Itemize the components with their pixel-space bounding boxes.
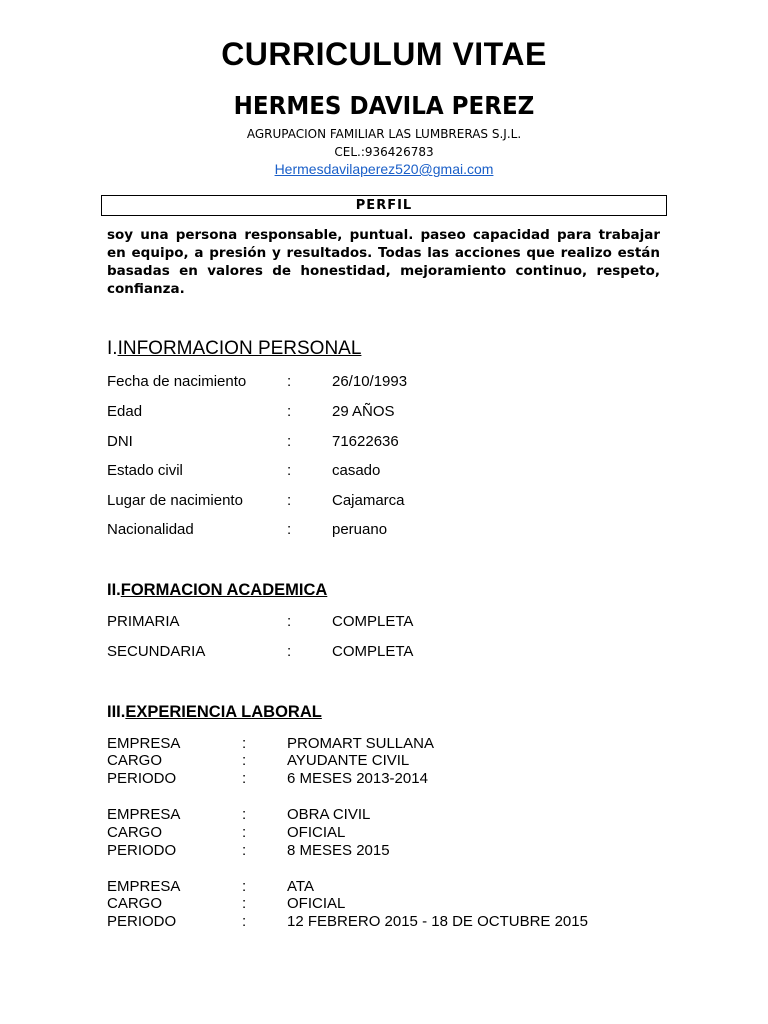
- section-number: I.: [107, 338, 118, 359]
- section-personal-title: [107, 338, 361, 360]
- row-label: PERIODO: [107, 842, 177, 859]
- document-title: CURRICULUM VITAE: [221, 36, 547, 72]
- section-heading: FORMACION ACADEMICA: [120, 581, 328, 599]
- row-separator: :: [242, 735, 247, 752]
- row-separator: :: [287, 462, 292, 479]
- row-separator: :: [242, 770, 247, 787]
- row-value: PROMART SULLANA: [287, 735, 434, 752]
- company-name: AGRUPACION FAMILIAR LAS LUMBRERAS S.J.L.: [246, 127, 522, 141]
- row-label: PRIMARIA: [107, 613, 180, 630]
- row-label: EMPRESA: [107, 806, 181, 823]
- phone-number: CEL.:936426783: [334, 145, 434, 159]
- row-value: Cajamarca: [332, 492, 405, 509]
- section-education-title: [107, 581, 327, 600]
- row-separator: :: [287, 433, 292, 450]
- row-separator: :: [242, 842, 247, 859]
- row-separator: :: [287, 403, 292, 420]
- row-value: 29 AÑOS: [332, 403, 395, 420]
- row-label: Lugar de nacimiento: [107, 492, 243, 509]
- row-separator: :: [242, 895, 247, 912]
- row-label: Fecha de nacimiento: [107, 373, 247, 390]
- row-separator: :: [287, 613, 292, 630]
- row-label: PERIODO: [107, 913, 177, 930]
- row-separator: :: [287, 521, 292, 538]
- row-label: EMPRESA: [107, 735, 181, 752]
- row-separator: :: [242, 824, 247, 841]
- section-number: II.: [107, 581, 121, 599]
- row-label: PERIODO: [107, 770, 177, 787]
- row-label: Nacionalidad: [107, 521, 194, 538]
- row-label: CARGO: [107, 752, 163, 769]
- row-separator: :: [242, 913, 247, 930]
- section-heading: INFORMACION PERSONAL: [117, 338, 362, 359]
- row-separator: :: [287, 373, 292, 390]
- row-value: 71622636: [332, 433, 399, 450]
- row-label: DNI: [107, 433, 133, 450]
- perfil-text: soy una persona responsable, puntual. paseo capacidad para trabajar en equipo, a presión y resultados. Todas las acciones que realizo están basadas en valores de honestidad, mejoramiento continuo, respeto, confianza.: [107, 227, 660, 297]
- row-value: 26/10/1993: [332, 373, 408, 390]
- row-value: OFICIAL: [287, 824, 346, 841]
- row-value: 6 MESES 2013-2014: [287, 770, 428, 787]
- row-value: COMPLETA: [332, 613, 414, 630]
- row-label: EMPRESA: [107, 878, 181, 895]
- row-value: AYUDANTE CIVIL: [287, 752, 410, 769]
- row-value: 12 FEBRERO 2015 - 18 DE OCTUBRE 2015: [287, 913, 588, 930]
- perfil-heading: PERFIL: [101, 195, 667, 216]
- row-value: OFICIAL: [287, 895, 346, 912]
- row-label: SECUNDARIA: [107, 643, 206, 660]
- row-value: casado: [332, 462, 381, 479]
- row-value: peruano: [332, 521, 388, 538]
- section-number: III.: [107, 703, 126, 721]
- email-link[interactable]: Hermesdavilaperez520@gmai.com: [274, 161, 494, 177]
- row-value: ATA: [287, 878, 314, 895]
- row-separator: :: [242, 806, 247, 823]
- row-separator: :: [242, 752, 247, 769]
- row-label: CARGO: [107, 824, 163, 841]
- row-separator: :: [287, 643, 292, 660]
- row-value: OBRA CIVIL: [287, 806, 371, 823]
- row-label: CARGO: [107, 895, 163, 912]
- row-value: 8 MESES 2015: [287, 842, 390, 859]
- section-experience-title: [107, 703, 322, 722]
- row-separator: :: [287, 492, 292, 509]
- candidate-name: HERMES DAVILA PEREZ: [233, 91, 535, 120]
- row-label: Edad: [107, 403, 143, 420]
- section-heading: EXPERIENCIA LABORAL: [125, 703, 322, 721]
- row-value: COMPLETA: [332, 643, 414, 660]
- row-separator: :: [242, 878, 247, 895]
- row-label: Estado civil: [107, 462, 183, 479]
